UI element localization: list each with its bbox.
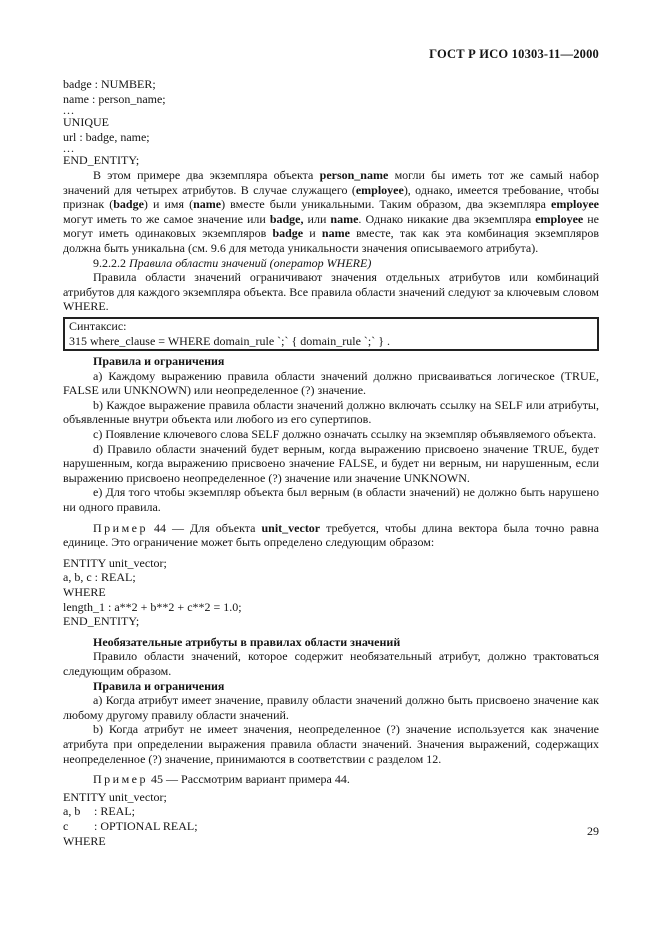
page-number: 29 (587, 824, 599, 838)
code-ellipsis: ... (63, 141, 75, 156)
code-end-entity: END_ENTITY; (63, 153, 140, 168)
code-line: a, b : REAL; (63, 804, 135, 819)
code-line: name : person_name; (63, 91, 166, 106)
rule-item-b: b) Когда атрибут не имеет значения, неопределенное (?) значение используется как значение атрибута при определении выражения правила области значений. Значения выражений, содержащих неопределенное (?) значение, принимаются в соответствии с разделом 12. (63, 722, 599, 766)
rule-item-e: е) Для того чтобы экземпляр объекта был верным (в области значений) не должно быть нарушено ни одного правила. (63, 485, 599, 515)
document-header: ГОСТ Р ИСО 10303-11—2000 (429, 47, 599, 61)
optional-heading: Необязательные атрибуты в правилах области значений (93, 634, 401, 649)
code-line: WHERE (63, 585, 106, 599)
code-line: url : badge, name; (63, 129, 150, 144)
paragraph-domain-rules: Правила области значений ограничивают значения отдельных атрибутов или комбинаций атрибутов для каждого экземпляра объекта. Все правила области значений следуют за ключевым словом WHERE. (63, 270, 599, 314)
code-line: END_ENTITY; (63, 614, 140, 629)
rule-item-a: а) Каждому выражению правила области значений должно присваиваться логическое (TRUE, FALSE или UNKNOWN) или неопределенное (?) значение. (63, 368, 599, 398)
syntax-label: Синтаксис: (69, 318, 127, 333)
code-line: WHERE (63, 833, 106, 848)
rules-heading: Правила и ограничения (93, 678, 225, 693)
code-line: badge : NUMBER; (63, 77, 156, 91)
page-body (63, 77, 599, 848)
rule-item-a: а) Когда атрибут имеет значение, правилу области значений должно быть присвоено значение как любому другому правилу области значений. (63, 693, 599, 722)
rule-item-d: d) Правило области значений будет верным, когда выражению присвоено значение TRUE, будет нарушенным, когда выражению присвоено значение FALSE, и будет ни верным, ни нарушенным, если выражению присвоено неопределенное (?) значение или значение UNKNOWN. (63, 441, 599, 485)
rule-item-c: с) Появление ключевого слова SELF должно означать ссылку на экземпляр объявляемого объекта. (93, 427, 597, 442)
code-line: ENTITY unit_vector; (63, 555, 167, 570)
code-line: length_1 : a**2 + b**2 + c**2 = 1.0; (63, 599, 242, 614)
section-heading: 9.2.2.2 Правила области значений (оператор WHERE) (93, 255, 372, 270)
rule-item-b: b) Каждое выражение правила области значений должно включать ссылку на SELF или атрибуты, объявленные внутри объекта или любого из его супертипов. (63, 397, 599, 427)
code-line: ENTITY unit_vector; (63, 789, 167, 804)
paragraph-unique-explanation: В этом примере два экземпляра объекта person_name могли бы иметь тот же самый набор значений для четырех атрибутов. В случае служащего (employee), однако, имеется требование, чтобы признак (badge) и имя (name) вместе были уникальными. Таким образом, два экземпляра employee могут иметь то же самое значение или badge, или name. Однако никакие два экземпляра employee не могут иметь одинаковых экземпляров badge и name вместе, так как эта комбинация экземпляров должна быть уникальна (см. 9.6 для метода уникальности значения описываемого атрибута). (63, 167, 600, 255)
rules-heading: Правила и ограничения (93, 354, 225, 369)
code-line: a, b, c : REAL; (63, 570, 136, 585)
code-line: c : OPTIONAL REAL; (63, 818, 198, 833)
code-ellipsis: ... (63, 103, 75, 118)
code-keyword-unique: UNIQUE (63, 115, 109, 130)
syntax-rule: 315 where_clause = WHERE domain_rule `;` { domain_rule `;` } . (69, 333, 390, 348)
optional-text: Правило области значений, которое содержит необязательный атрибут, должно трактоваться следующим образом. (63, 649, 599, 678)
example-45: Пример 45 — Рассмотрим вариант примера 44. (93, 772, 350, 787)
example-44: Пример 44 — Для объекта unit_vector требуется, чтобы длина вектора была точно равна единице. Это ограничение может быть определено следующим образом: (63, 520, 599, 550)
syntax-box (63, 317, 599, 351)
